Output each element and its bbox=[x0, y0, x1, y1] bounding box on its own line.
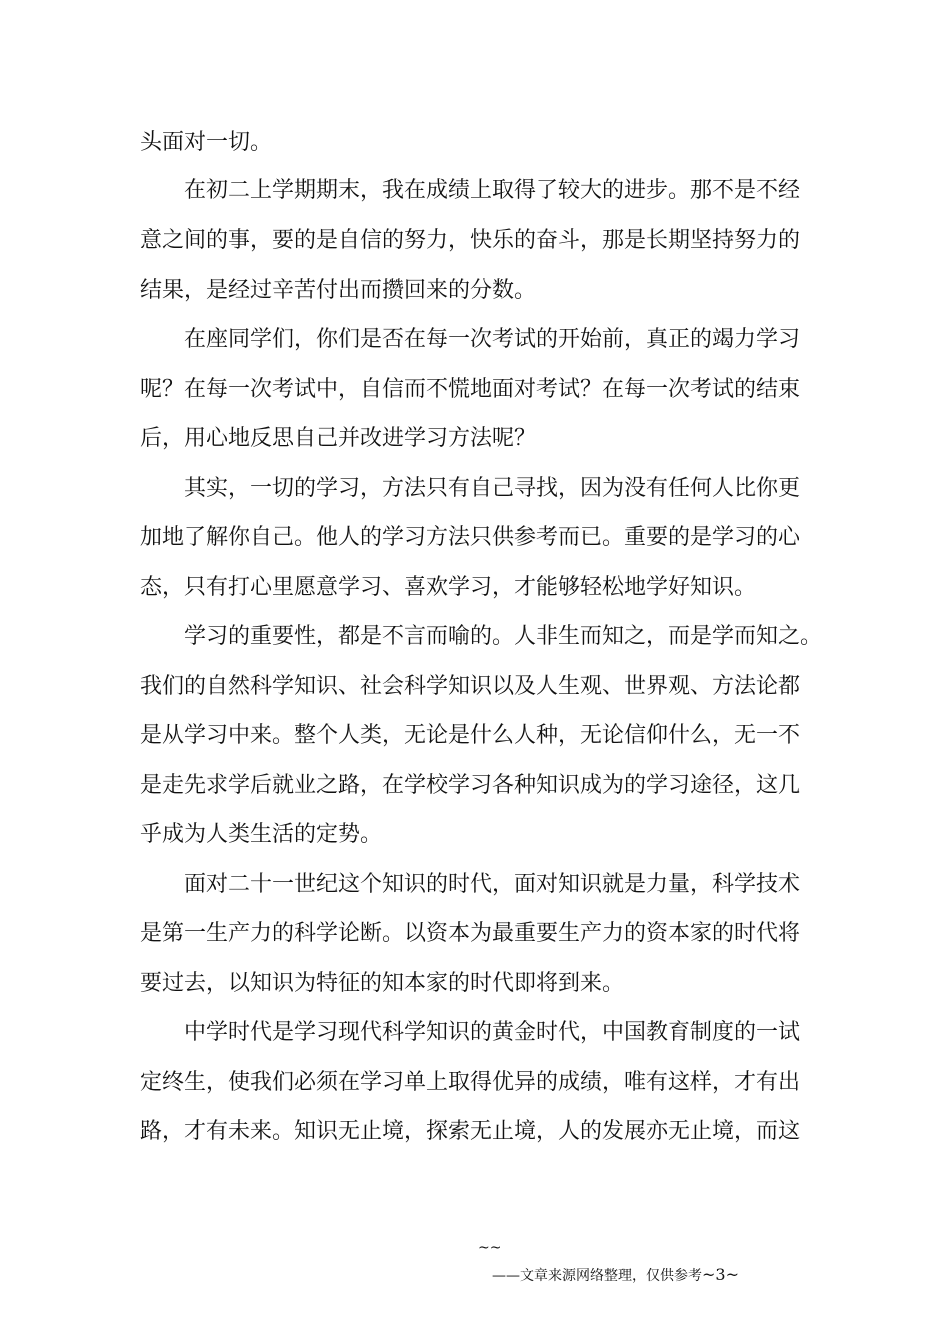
text-line: 路，才有未来。知识无止境，探索无止境，人的发展亦无止境，而这 bbox=[140, 1119, 801, 1144]
footer-source-text: ——文章来源网络整理，仅供参考 bbox=[492, 1268, 702, 1284]
text-line: 在座同学们，你们是否在每一次考试的开始前，真正的竭力学习 bbox=[184, 327, 801, 352]
text-line: 学习的重要性，都是不言而喻的。人非生而知之，而是学而知之。 bbox=[184, 624, 823, 649]
text-line: 后，用心地反思自己并改进学习方法呢？ bbox=[140, 426, 537, 451]
text-line: 是走先求学后就业之路，在学校学习各种知识成为的学习途径，这几 bbox=[140, 773, 801, 798]
text-line: 乎成为人类生活的定势。 bbox=[140, 822, 383, 847]
text-line: 在初二上学期期末，我在成绩上取得了较大的进步。那不是不经 bbox=[184, 178, 801, 203]
text-line: 是第一生产力的科学论断。以资本为最重要生产力的资本家的时代将 bbox=[140, 921, 801, 946]
text-line: 呢？在每一次考试中，自信而不慌地面对考试？在每一次考试的结束 bbox=[140, 377, 801, 402]
text-line: 我们的自然科学知识、社会科学知识以及人生观、世界观、方法论都 bbox=[140, 674, 801, 699]
text-line: 其实，一切的学习，方法只有自己寻找，因为没有任何人比你更 bbox=[184, 476, 801, 501]
text-line: 是从学习中来。整个人类，无论是什么人种，无论信仰什么，无一不 bbox=[140, 723, 801, 748]
text-line: 加地了解你自己。他人的学习方法只供参考而已。重要的是学习的心 bbox=[140, 525, 801, 550]
page-number: ~3~ bbox=[702, 1265, 739, 1284]
text-line: 中学时代是学习现代科学知识的黄金时代，中国教育制度的一试 bbox=[184, 1020, 801, 1045]
text-line: 意之间的事，要的是自信的努力，快乐的奋斗，那是长期坚持努力的 bbox=[140, 228, 801, 253]
footer-marks: ~~ bbox=[478, 1240, 502, 1256]
text-line: 面对二十一世纪这个知识的时代，面对知识就是力量，科学技术 bbox=[184, 872, 801, 897]
footer-source-note bbox=[492, 1266, 739, 1285]
text-line: 结果，是经过辛苦付出而攒回来的分数。 bbox=[140, 278, 537, 303]
text-line: 头面对一切。 bbox=[140, 130, 273, 155]
text-line: 要过去，以知识为特征的知本家的时代即将到来。 bbox=[140, 971, 625, 996]
text-line: 定终生，使我们必须在学习单上取得优异的成绩，唯有这样，才有出 bbox=[140, 1070, 801, 1095]
text-line: 态，只有打心里愿意学习、喜欢学习，才能够轻松地学好知识。 bbox=[140, 575, 757, 600]
